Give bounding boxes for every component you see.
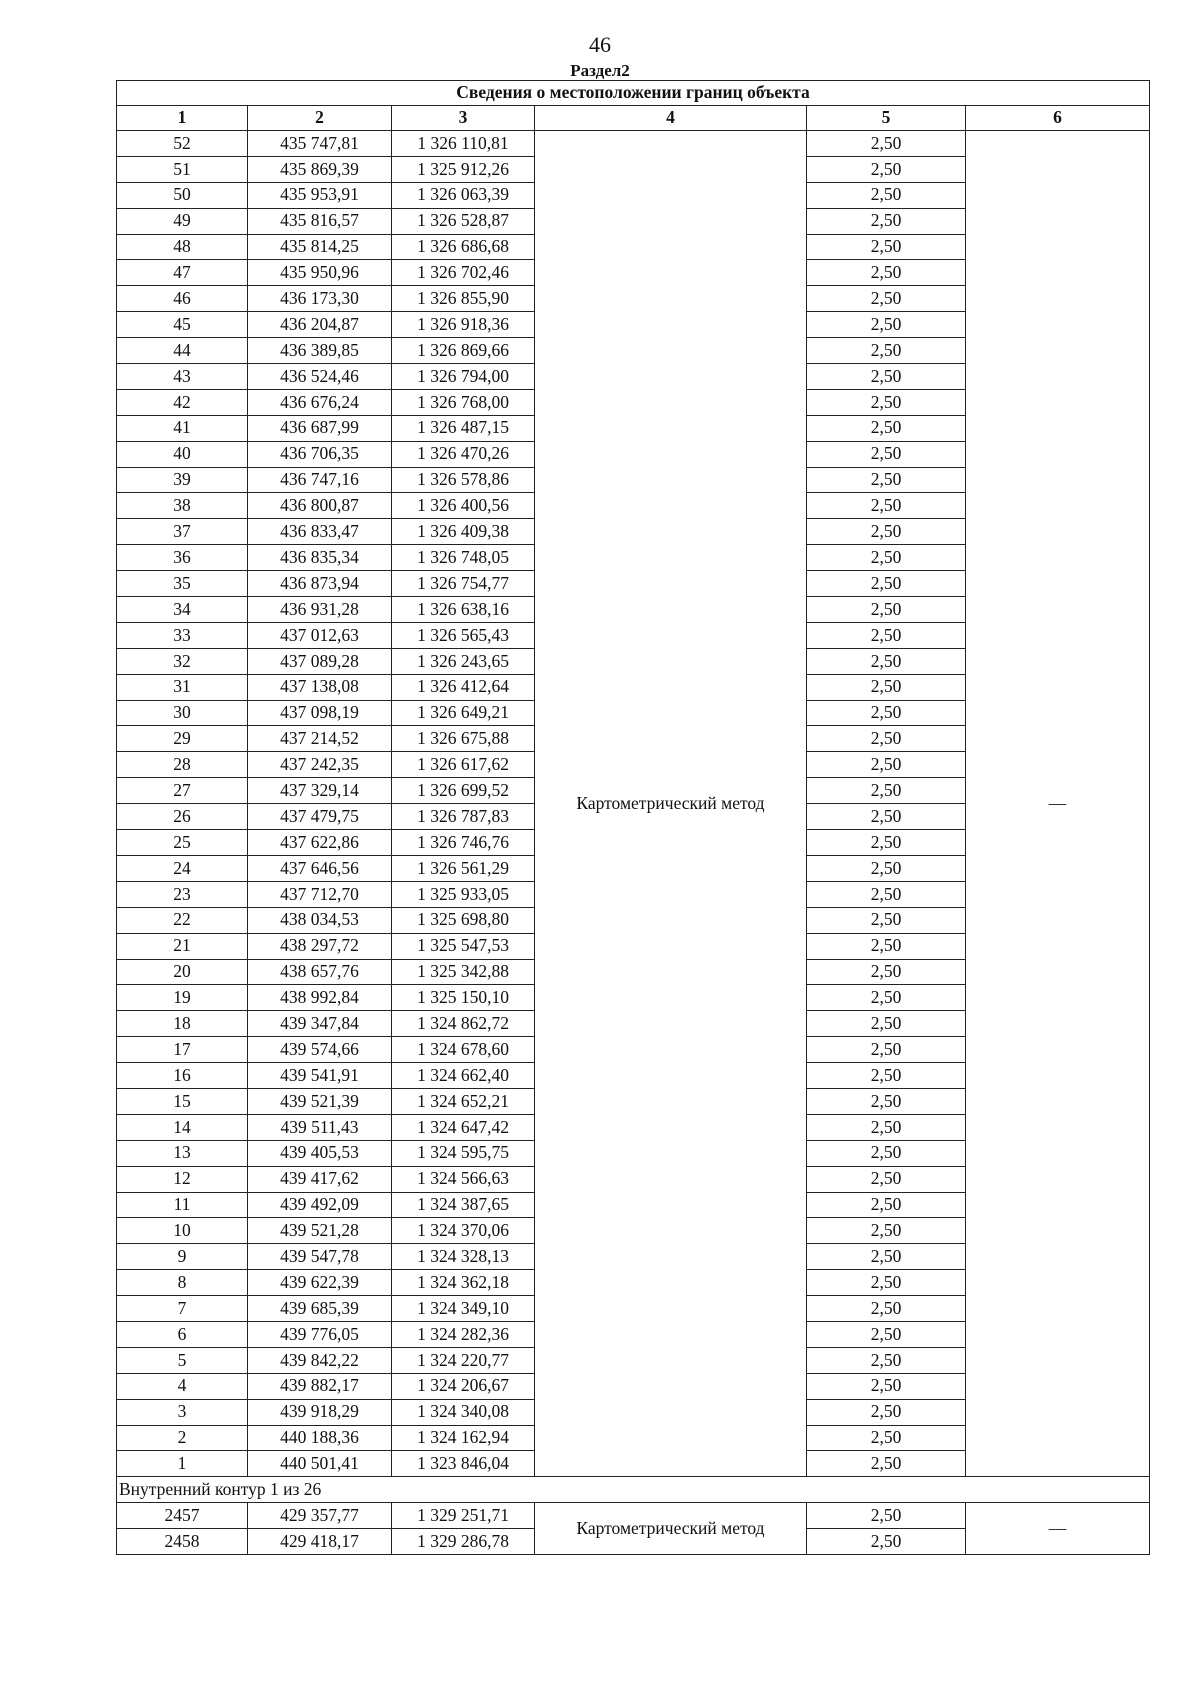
point-number-cell: 20	[117, 959, 248, 985]
accuracy-cell: 2,50	[807, 1347, 966, 1373]
y-coordinate-cell: 1 326 649,21	[392, 700, 535, 726]
point-number-cell: 8	[117, 1270, 248, 1296]
point-number-cell: 27	[117, 778, 248, 804]
point-number-cell: 39	[117, 467, 248, 493]
accuracy-cell: 2,50	[807, 156, 966, 182]
accuracy-cell: 2,50	[807, 182, 966, 208]
y-coordinate-cell: 1 324 340,08	[392, 1399, 535, 1425]
point-number-cell: 14	[117, 1114, 248, 1140]
x-coordinate-cell: 437 329,14	[248, 778, 392, 804]
point-number-cell: 15	[117, 1088, 248, 1114]
point-number-cell: 9	[117, 1244, 248, 1270]
x-coordinate-cell: 435 814,25	[248, 234, 392, 260]
y-coordinate-cell: 1 324 595,75	[392, 1140, 535, 1166]
point-number-cell: 12	[117, 1166, 248, 1192]
y-coordinate-cell: 1 324 349,10	[392, 1296, 535, 1322]
x-coordinate-cell: 436 873,94	[248, 571, 392, 597]
column-header-3: 3	[392, 106, 535, 131]
point-number-cell: 32	[117, 648, 248, 674]
x-coordinate-cell: 438 657,76	[248, 959, 392, 985]
column-header-row	[117, 106, 1150, 131]
x-coordinate-cell: 437 622,86	[248, 830, 392, 856]
accuracy-cell: 2,50	[807, 830, 966, 856]
point-number-cell: 28	[117, 752, 248, 778]
accuracy-cell: 2,50	[807, 467, 966, 493]
point-number-cell: 1	[117, 1451, 248, 1477]
outer-contour-col6-cell: —	[966, 131, 1150, 1477]
outer-contour-method-cell: Картометрический метод	[535, 131, 807, 1477]
accuracy-cell: 2,50	[807, 493, 966, 519]
accuracy-cell: 2,50	[807, 1244, 966, 1270]
y-coordinate-cell: 1 324 328,13	[392, 1244, 535, 1270]
y-coordinate-cell: 1 326 748,05	[392, 545, 535, 571]
table-row	[117, 1503, 1150, 1529]
accuracy-cell: 2,50	[807, 1166, 966, 1192]
y-coordinate-cell: 1 324 566,63	[392, 1166, 535, 1192]
x-coordinate-cell: 440 188,36	[248, 1425, 392, 1451]
accuracy-cell: 2,50	[807, 778, 966, 804]
y-coordinate-cell: 1 324 652,21	[392, 1088, 535, 1114]
x-coordinate-cell: 439 918,29	[248, 1399, 392, 1425]
boundary-coordinates-table	[116, 80, 1150, 1555]
point-number-cell: 42	[117, 389, 248, 415]
point-number-cell: 46	[117, 286, 248, 312]
x-coordinate-cell: 439 492,09	[248, 1192, 392, 1218]
point-number-cell: 3	[117, 1399, 248, 1425]
point-number-cell: 36	[117, 545, 248, 571]
accuracy-cell: 2,50	[807, 752, 966, 778]
accuracy-cell: 2,50	[807, 519, 966, 545]
x-coordinate-cell: 437 242,35	[248, 752, 392, 778]
point-number-cell: 19	[117, 985, 248, 1011]
accuracy-cell: 2,50	[807, 1063, 966, 1089]
page-number: 46	[589, 32, 611, 57]
x-coordinate-cell: 436 676,24	[248, 389, 392, 415]
y-coordinate-cell: 1 324 206,67	[392, 1373, 535, 1399]
y-coordinate-cell: 1 326 787,83	[392, 804, 535, 830]
accuracy-cell: 2,50	[807, 1529, 966, 1555]
accuracy-cell: 2,50	[807, 648, 966, 674]
accuracy-cell: 2,50	[807, 441, 966, 467]
point-number-cell: 35	[117, 571, 248, 597]
point-number-cell: 10	[117, 1218, 248, 1244]
accuracy-cell: 2,50	[807, 260, 966, 286]
point-number-cell: 6	[117, 1321, 248, 1347]
x-coordinate-cell: 436 173,30	[248, 286, 392, 312]
y-coordinate-cell: 1 324 370,06	[392, 1218, 535, 1244]
x-coordinate-cell: 436 706,35	[248, 441, 392, 467]
accuracy-cell: 2,50	[807, 1296, 966, 1322]
y-coordinate-cell: 1 326 699,52	[392, 778, 535, 804]
inner-contour-label: Внутренний контур 1 из 26	[117, 1477, 1150, 1503]
accuracy-cell: 2,50	[807, 597, 966, 623]
y-coordinate-cell: 1 324 647,42	[392, 1114, 535, 1140]
y-coordinate-cell: 1 325 547,53	[392, 933, 535, 959]
accuracy-cell: 2,50	[807, 1321, 966, 1347]
accuracy-cell: 2,50	[807, 131, 966, 157]
column-header-5: 5	[807, 106, 966, 131]
x-coordinate-cell: 439 842,22	[248, 1347, 392, 1373]
x-coordinate-cell: 439 521,39	[248, 1088, 392, 1114]
y-coordinate-cell: 1 326 746,76	[392, 830, 535, 856]
x-coordinate-cell: 437 089,28	[248, 648, 392, 674]
y-coordinate-cell: 1 326 400,56	[392, 493, 535, 519]
x-coordinate-cell: 440 501,41	[248, 1451, 392, 1477]
x-coordinate-cell: 439 417,62	[248, 1166, 392, 1192]
x-coordinate-cell: 439 685,39	[248, 1296, 392, 1322]
y-coordinate-cell: 1 326 855,90	[392, 286, 535, 312]
point-number-cell: 33	[117, 622, 248, 648]
y-coordinate-cell: 1 326 528,87	[392, 208, 535, 234]
y-coordinate-cell: 1 326 409,38	[392, 519, 535, 545]
accuracy-cell: 2,50	[807, 415, 966, 441]
y-coordinate-cell: 1 326 675,88	[392, 726, 535, 752]
x-coordinate-cell: 439 547,78	[248, 1244, 392, 1270]
accuracy-cell: 2,50	[807, 234, 966, 260]
y-coordinate-cell: 1 326 412,64	[392, 674, 535, 700]
y-coordinate-cell: 1 325 933,05	[392, 881, 535, 907]
x-coordinate-cell: 438 034,53	[248, 907, 392, 933]
y-coordinate-cell: 1 326 243,65	[392, 648, 535, 674]
accuracy-cell: 2,50	[807, 622, 966, 648]
point-number-cell: 37	[117, 519, 248, 545]
point-number-cell: 47	[117, 260, 248, 286]
point-number-cell: 52	[117, 131, 248, 157]
y-coordinate-cell: 1 324 282,36	[392, 1321, 535, 1347]
accuracy-cell: 2,50	[807, 700, 966, 726]
accuracy-cell: 2,50	[807, 933, 966, 959]
y-coordinate-cell: 1 326 617,62	[392, 752, 535, 778]
point-number-cell: 49	[117, 208, 248, 234]
x-coordinate-cell: 439 622,39	[248, 1270, 392, 1296]
accuracy-cell: 2,50	[807, 545, 966, 571]
x-coordinate-cell: 437 646,56	[248, 855, 392, 881]
point-number-cell: 16	[117, 1063, 248, 1089]
accuracy-cell: 2,50	[807, 312, 966, 338]
point-number-cell: 44	[117, 338, 248, 364]
accuracy-cell: 2,50	[807, 985, 966, 1011]
accuracy-cell: 2,50	[807, 1088, 966, 1114]
column-header-4: 4	[535, 106, 807, 131]
x-coordinate-cell: 437 012,63	[248, 622, 392, 648]
accuracy-cell: 2,50	[807, 1037, 966, 1063]
point-number-cell: 41	[117, 415, 248, 441]
y-coordinate-cell: 1 326 565,43	[392, 622, 535, 648]
x-coordinate-cell: 429 418,17	[248, 1529, 392, 1555]
y-coordinate-cell: 1 326 470,26	[392, 441, 535, 467]
point-number-cell: 7	[117, 1296, 248, 1322]
column-header-2: 2	[248, 106, 392, 131]
accuracy-cell: 2,50	[807, 907, 966, 933]
accuracy-cell: 2,50	[807, 959, 966, 985]
point-number-cell: 34	[117, 597, 248, 623]
point-number-cell: 2	[117, 1425, 248, 1451]
y-coordinate-cell: 1 329 251,71	[392, 1503, 535, 1529]
x-coordinate-cell: 436 524,46	[248, 364, 392, 390]
x-coordinate-cell: 437 479,75	[248, 804, 392, 830]
y-coordinate-cell: 1 326 638,16	[392, 597, 535, 623]
x-coordinate-cell: 435 816,57	[248, 208, 392, 234]
accuracy-cell: 2,50	[807, 1373, 966, 1399]
point-number-cell: 22	[117, 907, 248, 933]
point-number-cell: 13	[117, 1140, 248, 1166]
x-coordinate-cell: 436 931,28	[248, 597, 392, 623]
inner-contour-method-cell: Картометрический метод	[535, 1503, 807, 1555]
x-coordinate-cell: 439 574,66	[248, 1037, 392, 1063]
x-coordinate-cell: 439 405,53	[248, 1140, 392, 1166]
accuracy-cell: 2,50	[807, 881, 966, 907]
x-coordinate-cell: 436 204,87	[248, 312, 392, 338]
x-coordinate-cell: 439 511,43	[248, 1114, 392, 1140]
table-title: Сведения о местоположении границ объекта	[117, 81, 1150, 106]
point-number-cell: 50	[117, 182, 248, 208]
accuracy-cell: 2,50	[807, 364, 966, 390]
x-coordinate-cell: 436 835,34	[248, 545, 392, 571]
accuracy-cell: 2,50	[807, 571, 966, 597]
y-coordinate-cell: 1 326 578,86	[392, 467, 535, 493]
y-coordinate-cell: 1 324 362,18	[392, 1270, 535, 1296]
point-number-cell: 43	[117, 364, 248, 390]
y-coordinate-cell: 1 329 286,78	[392, 1529, 535, 1555]
y-coordinate-cell: 1 324 162,94	[392, 1425, 535, 1451]
point-number-cell: 29	[117, 726, 248, 752]
x-coordinate-cell: 438 992,84	[248, 985, 392, 1011]
x-coordinate-cell: 439 347,84	[248, 1011, 392, 1037]
y-coordinate-cell: 1 324 387,65	[392, 1192, 535, 1218]
x-coordinate-cell: 439 541,91	[248, 1063, 392, 1089]
y-coordinate-cell: 1 326 754,77	[392, 571, 535, 597]
y-coordinate-cell: 1 324 862,72	[392, 1011, 535, 1037]
column-header-1: 1	[117, 106, 248, 131]
accuracy-cell: 2,50	[807, 1399, 966, 1425]
inner-contour-col6-cell: —	[966, 1503, 1150, 1555]
table-body	[117, 131, 1150, 1555]
x-coordinate-cell: 439 521,28	[248, 1218, 392, 1244]
point-number-cell: 48	[117, 234, 248, 260]
accuracy-cell: 2,50	[807, 1114, 966, 1140]
point-number-cell: 45	[117, 312, 248, 338]
point-number-cell: 5	[117, 1347, 248, 1373]
accuracy-cell: 2,50	[807, 389, 966, 415]
point-number-cell: 21	[117, 933, 248, 959]
point-number-cell: 11	[117, 1192, 248, 1218]
accuracy-cell: 2,50	[807, 1192, 966, 1218]
y-coordinate-cell: 1 326 686,68	[392, 234, 535, 260]
point-number-cell: 18	[117, 1011, 248, 1037]
x-coordinate-cell: 437 712,70	[248, 881, 392, 907]
y-coordinate-cell: 1 326 487,15	[392, 415, 535, 441]
point-number-cell: 30	[117, 700, 248, 726]
point-number-cell: 25	[117, 830, 248, 856]
accuracy-cell: 2,50	[807, 1011, 966, 1037]
y-coordinate-cell: 1 324 678,60	[392, 1037, 535, 1063]
x-coordinate-cell: 435 953,91	[248, 182, 392, 208]
accuracy-cell: 2,50	[807, 674, 966, 700]
point-number-cell: 17	[117, 1037, 248, 1063]
y-coordinate-cell: 1 326 918,36	[392, 312, 535, 338]
y-coordinate-cell: 1 325 912,26	[392, 156, 535, 182]
y-coordinate-cell: 1 326 794,00	[392, 364, 535, 390]
x-coordinate-cell: 435 869,39	[248, 156, 392, 182]
accuracy-cell: 2,50	[807, 338, 966, 364]
y-coordinate-cell: 1 326 768,00	[392, 389, 535, 415]
x-coordinate-cell: 435 950,96	[248, 260, 392, 286]
column-header-6: 6	[966, 106, 1150, 131]
table-row	[117, 131, 1150, 157]
accuracy-cell: 2,50	[807, 855, 966, 881]
x-coordinate-cell: 437 214,52	[248, 726, 392, 752]
accuracy-cell: 2,50	[807, 1140, 966, 1166]
point-number-cell: 26	[117, 804, 248, 830]
x-coordinate-cell: 438 297,72	[248, 933, 392, 959]
y-coordinate-cell: 1 326 110,81	[392, 131, 535, 157]
point-number-cell: 31	[117, 674, 248, 700]
x-coordinate-cell: 429 357,77	[248, 1503, 392, 1529]
x-coordinate-cell: 436 833,47	[248, 519, 392, 545]
x-coordinate-cell: 439 882,17	[248, 1373, 392, 1399]
y-coordinate-cell: 1 326 702,46	[392, 260, 535, 286]
x-coordinate-cell: 437 138,08	[248, 674, 392, 700]
accuracy-cell: 2,50	[807, 726, 966, 752]
y-coordinate-cell: 1 326 063,39	[392, 182, 535, 208]
x-coordinate-cell: 436 389,85	[248, 338, 392, 364]
y-coordinate-cell: 1 326 869,66	[392, 338, 535, 364]
accuracy-cell: 2,50	[807, 1503, 966, 1529]
accuracy-cell: 2,50	[807, 286, 966, 312]
y-coordinate-cell: 1 326 561,29	[392, 855, 535, 881]
y-coordinate-cell: 1 325 150,10	[392, 985, 535, 1011]
y-coordinate-cell: 1 324 220,77	[392, 1347, 535, 1373]
accuracy-cell: 2,50	[807, 1451, 966, 1477]
inner-contour-label-row	[117, 1477, 1150, 1503]
point-number-cell: 2457	[117, 1503, 248, 1529]
y-coordinate-cell: 1 325 342,88	[392, 959, 535, 985]
y-coordinate-cell: 1 324 662,40	[392, 1063, 535, 1089]
accuracy-cell: 2,50	[807, 804, 966, 830]
x-coordinate-cell: 436 800,87	[248, 493, 392, 519]
point-number-cell: 23	[117, 881, 248, 907]
point-number-cell: 38	[117, 493, 248, 519]
x-coordinate-cell: 436 747,16	[248, 467, 392, 493]
y-coordinate-cell: 1 325 698,80	[392, 907, 535, 933]
section-title: Раздел2	[570, 61, 630, 80]
y-coordinate-cell: 1 323 846,04	[392, 1451, 535, 1477]
x-coordinate-cell: 437 098,19	[248, 700, 392, 726]
x-coordinate-cell: 435 747,81	[248, 131, 392, 157]
point-number-cell: 2458	[117, 1529, 248, 1555]
accuracy-cell: 2,50	[807, 1270, 966, 1296]
point-number-cell: 51	[117, 156, 248, 182]
x-coordinate-cell: 439 776,05	[248, 1321, 392, 1347]
x-coordinate-cell: 436 687,99	[248, 415, 392, 441]
accuracy-cell: 2,50	[807, 208, 966, 234]
accuracy-cell: 2,50	[807, 1425, 966, 1451]
accuracy-cell: 2,50	[807, 1218, 966, 1244]
point-number-cell: 24	[117, 855, 248, 881]
point-number-cell: 4	[117, 1373, 248, 1399]
point-number-cell: 40	[117, 441, 248, 467]
